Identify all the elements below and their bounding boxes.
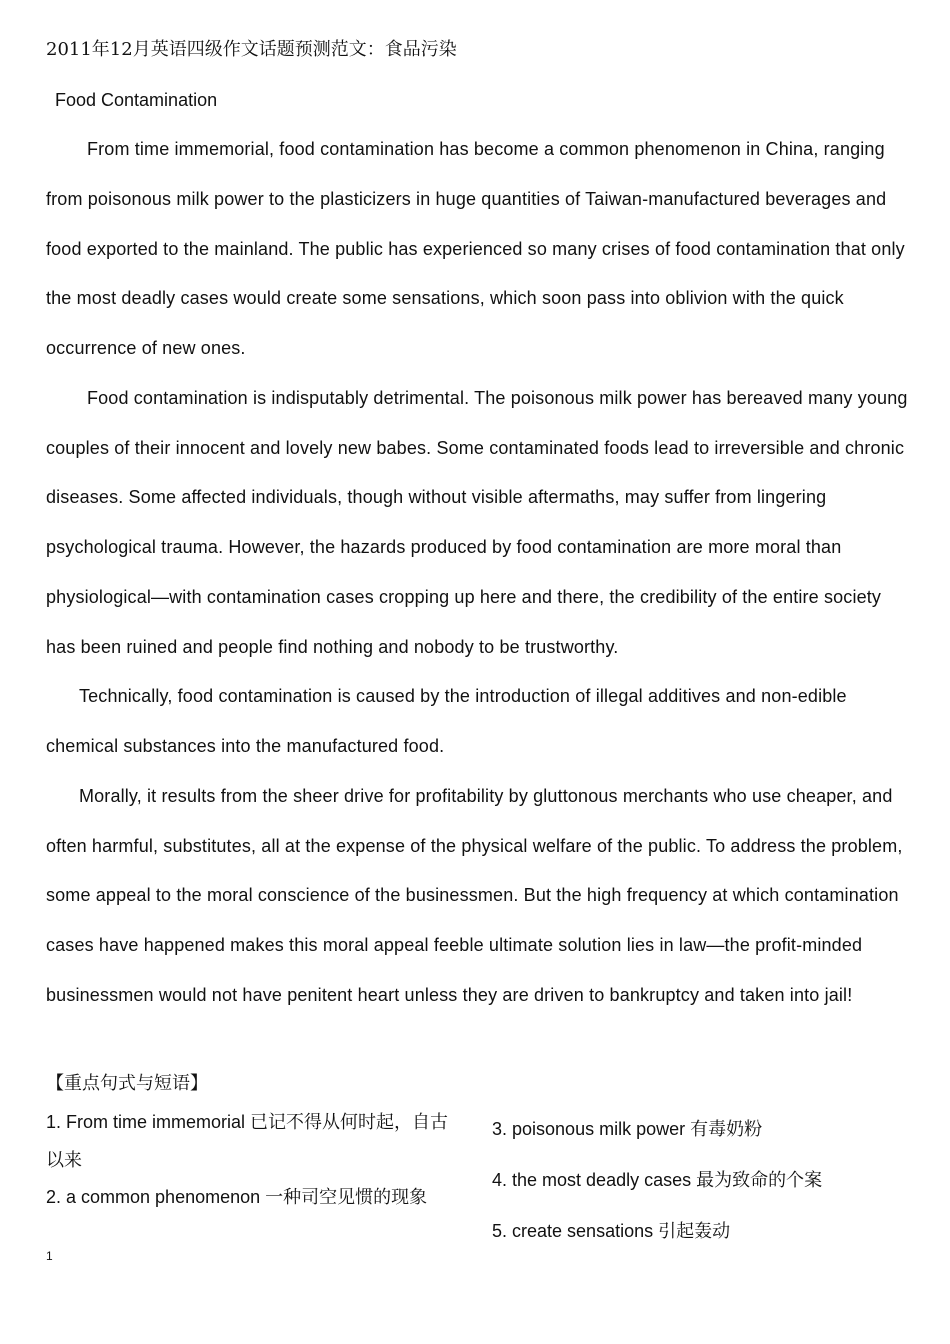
phrase-item [492, 1155, 912, 1206]
phrase-chinese: 引起轰动 [658, 1221, 731, 1242]
essay-body [46, 125, 908, 1021]
phrase-item [46, 1179, 456, 1217]
phrase-english: 3. poisonous milk power [492, 1119, 691, 1139]
phrase-item [46, 1104, 456, 1179]
essay-paragraph: Morally, it results from the sheer drive for profitability by gluttonous merchants who use cheaper, and often harmful, substitutes, all at the expense of the physical welfare of the public. To address the problem, some appeal to the moral conscience of the businessmen. But the high frequency at which contamination cases have happened makes this moral appeal feeble ultimate solution lies in law—the profit-minded businessmen would not have penitent heart unless they are driven to bankruptcy and taken into jail! [46, 785, 903, 1005]
essay-title: Food Contamination [55, 90, 218, 110]
phrase-item [492, 1206, 912, 1257]
phrase-list-left [46, 1104, 456, 1217]
essay-paragraph: Technically, food contamination is caused by the introduction of illegal additives and non-edible chemical substances into the manufactured food. [46, 686, 847, 756]
phrase-item [492, 1104, 912, 1155]
essay-paragraph: From time immemorial, food contamination has become a common phenomenon in China, ranging from poisonous milk power to the plasticizers in huge quantities of Taiwan-manufactured beverages and food exported to the mainland. The public has experienced so many crises of food contamination that only the most deadly cases would create some sensations, which soon pass into oblivion with the quick occurrence of new ones. [46, 139, 905, 358]
page-number: 1 [46, 1249, 53, 1263]
phrase-english: 1. From time immemorial [46, 1112, 251, 1132]
phrase-english: 2. a common phenomenon [46, 1187, 266, 1207]
phrase-chinese: 已记不得从何时起，自古以来 [46, 1112, 449, 1171]
essay-paragraph: Food contamination is indisputably detrimental. The poisonous milk power has bereaved many young couples of their innocent and lovely new babes. Some contaminated foods lead to irreversible and chronic diseases. Some affected individuals, though without visible aftermaths, may suffer from lingering psychological trauma. However, the hazards produced by food contamination are more moral than physiological—with contamination cases cropping up here and there, the credibility of the entire society has been ruined and people find nothing and nobody to be trustworthy. [46, 387, 908, 657]
phrase-english: 4. the most deadly cases [492, 1170, 697, 1190]
phrase-english: 5. create sensations [492, 1221, 659, 1241]
phrase-chinese: 有毒奶粉 [690, 1119, 763, 1140]
key-phrases-heading: 【重点句式与短语】 [46, 1073, 208, 1094]
phrase-chinese: 一种司空见惯的现象 [265, 1187, 428, 1208]
document-title: 2011年12月英语四级作文话题预测范文：食品污染 [46, 39, 457, 60]
phrase-chinese: 最为致命的个案 [696, 1170, 823, 1191]
phrase-list-right [492, 1104, 912, 1257]
